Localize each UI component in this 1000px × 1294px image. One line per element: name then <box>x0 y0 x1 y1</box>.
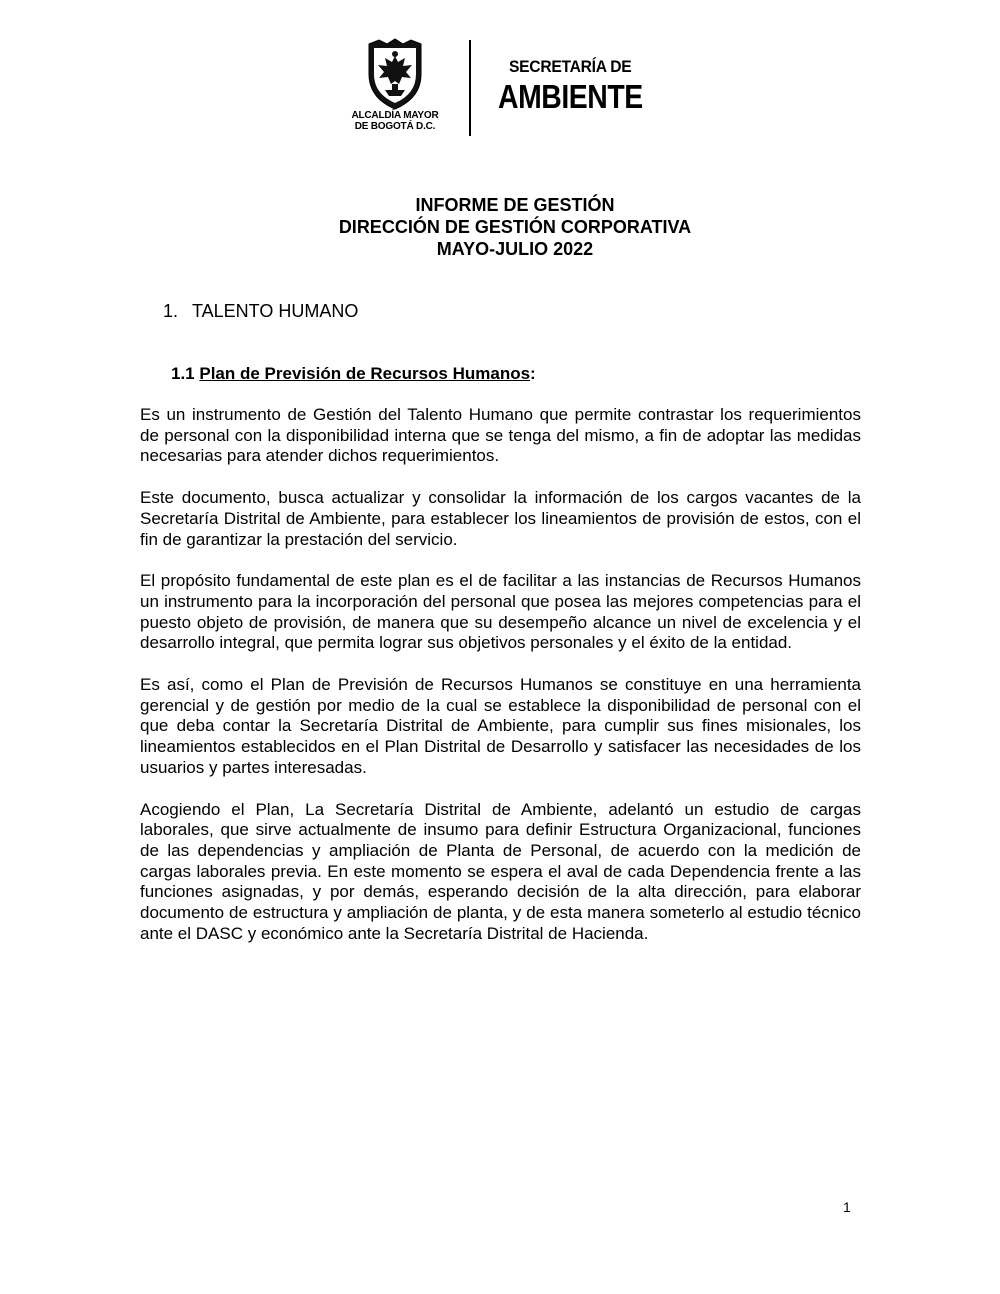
report-title-line3: MAYO-JULIO 2022 <box>436 239 594 259</box>
org-name-line1: SECRETARÍA DE <box>509 57 632 76</box>
section-number: 1. <box>163 301 179 321</box>
report-title-line2: DIRECCIÓN DE GESTIÓN CORPORATIVA <box>338 217 692 237</box>
bogota-coat-of-arms-icon <box>365 38 425 110</box>
subsection-suffix: : <box>530 364 536 383</box>
header-divider <box>469 40 471 136</box>
subsection-number: 1.1 <box>171 364 195 383</box>
section-heading <box>163 300 358 322</box>
body-text <box>140 405 861 965</box>
document-header <box>345 38 645 138</box>
paragraph: El propósito fundamental de este plan es el de facilitar a las instancias de Recursos Humanos un instrumento para la incorporación del personal que posea las mejores competencias para el puesto objeto de provisión, de manera que su desempeño alcance un nivel de excelencia y el desarrollo integral, que permita lograr sus objetivos personales y el éxito de la entidad. <box>140 571 861 653</box>
report-title-line1: INFORME DE GESTIÓN <box>415 195 615 215</box>
subsection-heading <box>171 364 536 384</box>
org-name-line2: AMBIENTE <box>498 78 643 115</box>
paragraph: Este documento, busca actualizar y consolidar la información de los cargos vacantes de la Secretaría Distrital de Ambiente, para establecer los lineamientos de provisión de estos, con el fin de garantizar la prestación del servicio. <box>140 488 861 549</box>
section-label: TALENTO HUMANO <box>192 301 359 321</box>
page-number: 1 <box>843 1199 851 1215</box>
paragraph: Es un instrumento de Gestión del Talento Humano que permite contrastar los requerimientos de personal con la disponibilidad interna que se tenga del mismo, a fin de adoptar las medidas necesarias para atender dichos requerimientos. <box>140 405 861 466</box>
report-title <box>0 194 1000 260</box>
subsection-label: Plan de Previsión de Recursos Humanos <box>199 364 531 383</box>
paragraph: Es así, como el Plan de Previsión de Recursos Humanos se constituye en una herramienta gerencial y de gestión por medio de la cual se establece la disponibilidad de personal con el que deba contar la Secretaría Distrital de Ambiente, para cumplir sus fines misionales, los lineamientos establecidos en el Plan Distrital de Desarrollo y satisfacer las necesidades de los usuarios y partes interesadas. <box>140 675 861 777</box>
alcaldia-label: ALCALDÍA MAYOR DE BOGOTÁ D.C. <box>351 110 439 132</box>
paragraph: Acogiendo el Plan, La Secretaría Distrital de Ambiente, adelantó un estudio de cargas laborales, que sirve actualmente de insumo para definir Estructura Organizacional, funciones de las dependencias y ampliación de Planta de Personal, de acuerdo con la medición de cargas laborales previa. En este momento se espera el aval de cada Dependencia frente a las funciones asignadas, y por demás, esperando decisión de la alta dirección, para elaborar documento de estructura y ampliación de planta, y de esta manera someterlo al estudio técnico ante el DASC y económico ante la Secretaría Distrital de Hacienda. <box>140 799 861 943</box>
